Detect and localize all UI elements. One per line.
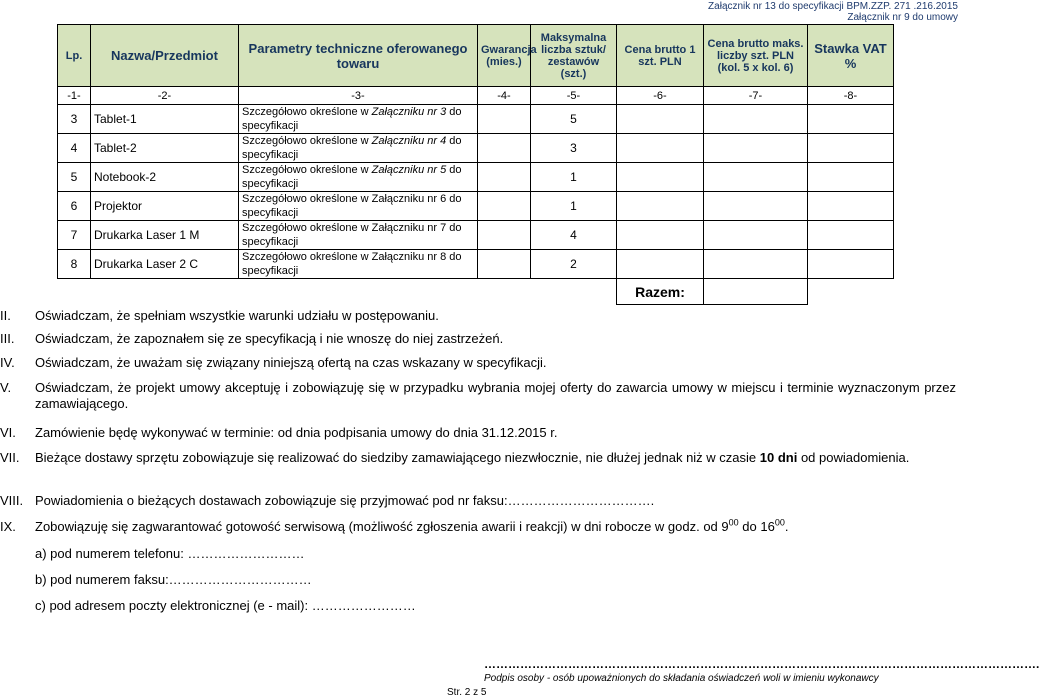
col-num: -3-	[239, 87, 478, 105]
col-num: -7-	[704, 87, 808, 105]
declaration-number: III.	[0, 331, 15, 346]
price-table	[57, 24, 894, 305]
table-row	[58, 105, 894, 134]
row-spec: Szczegółowo określone w Załączniku nr 3 do specyfikacji	[239, 105, 478, 134]
col-num: -8-	[808, 87, 894, 105]
declaration-number: VIII.	[0, 493, 24, 508]
row-warranty	[478, 134, 531, 163]
contact-fax: b) pod numerem faksu:……………………………	[35, 572, 312, 587]
row-vat	[808, 250, 894, 279]
row-qty: 3	[531, 134, 617, 163]
table-row	[58, 221, 894, 250]
row-lp: 4	[58, 134, 91, 163]
declaration-number: IV.	[0, 355, 15, 370]
row-vat	[808, 163, 894, 192]
declaration-number: IX.	[0, 519, 16, 534]
signature-caption: Podpis osoby - osób upoważnionych do składania oświadczeń woli w imieniu wykonawcy	[484, 673, 879, 684]
row-qty: 2	[531, 250, 617, 279]
row-spec: Szczegółowo określone w Załączniku nr 4 do specyfikacji	[239, 134, 478, 163]
row-price	[617, 192, 704, 221]
row-qty: 1	[531, 163, 617, 192]
row-maxprice	[704, 250, 808, 279]
row-spec: Szczegółowo określone w Załączniku nr 7 do specyfikacji	[239, 221, 478, 250]
row-maxprice	[704, 221, 808, 250]
header-params: Parametry techniczne oferowanego towaru	[239, 25, 478, 87]
total-row	[58, 279, 894, 305]
declaration-number: V.	[0, 380, 12, 395]
row-spec: Szczegółowo określone w Załączniku nr 6 do specyfikacji	[239, 192, 478, 221]
column-number-row	[58, 87, 894, 105]
row-vat	[808, 192, 894, 221]
row-maxprice	[704, 134, 808, 163]
row-qty: 4	[531, 221, 617, 250]
declaration-text: Oświadczam, że projekt umowy akceptuję i zobowiązuję się w przypadku wybrania mojej oferty do zawarcia umowy w miejscu i terminie wyznaczonym przez zamawiającego.	[35, 380, 956, 411]
declaration-text: Bieżące dostawy sprzętu zobowiązuje się realizować do siedziby zamawiającego niezwłocznie, nie dłużej jednak niż w czasie 10 dni od powiadomienia.	[35, 450, 910, 465]
row-spec: Szczegółowo określone w Załączniku nr 8 do specyfikacji	[239, 250, 478, 279]
row-warranty	[478, 105, 531, 134]
table-row	[58, 250, 894, 279]
row-name: Drukarka Laser 1 M	[91, 221, 239, 250]
col-num: -6-	[617, 87, 704, 105]
row-lp: 8	[58, 250, 91, 279]
row-vat	[808, 221, 894, 250]
row-maxprice	[704, 163, 808, 192]
declaration-number: VI.	[0, 425, 16, 440]
declaration-text: Zobowiązuję się zagwarantować gotowość serwisową (możliwość zgłoszenia awarii i reakcji) w dni robocze w godz. od $9^{00}$ do $16^{00}$.	[35, 517, 789, 534]
row-price	[617, 250, 704, 279]
document-header	[708, 1, 958, 23]
row-warranty	[478, 192, 531, 221]
row-lp: 7	[58, 221, 91, 250]
row-price	[617, 163, 704, 192]
row-maxprice	[704, 192, 808, 221]
col-num: -4-	[478, 87, 531, 105]
contact-phone: a) pod numerem telefonu: ………………………	[35, 546, 305, 561]
total-value	[704, 279, 808, 305]
row-vat	[808, 134, 894, 163]
signature-line: ………………………………………………………………………………………………………………………….	[484, 657, 1039, 671]
header-contract-line: Załącznik nr 9 do umowy	[847, 12, 958, 23]
row-warranty	[478, 163, 531, 192]
declaration-number: II.	[0, 308, 11, 323]
declaration-text: Oświadczam, że uważam się związany niniejszą ofertą na czas wskazany w specyfikacji.	[35, 355, 547, 370]
row-name: Tablet-1	[91, 105, 239, 134]
header-maxprice: Cena brutto maks. liczby szt. PLN (kol. 5 x kol. 6)	[704, 25, 808, 87]
total-label: Razem:	[617, 279, 704, 305]
header-attachment-line: Załącznik nr 13 do specyfikacji BPM.ZZP. 271 .216.2015	[708, 1, 958, 12]
header-warranty: Gwarancja (mies.)	[478, 25, 531, 87]
row-price	[617, 105, 704, 134]
table-row	[58, 192, 894, 221]
row-qty: 5	[531, 105, 617, 134]
declaration-number: VII.	[0, 450, 20, 465]
row-lp: 3	[58, 105, 91, 134]
row-warranty	[478, 221, 531, 250]
page-number: Str. 2 z 5	[447, 687, 487, 698]
row-lp: 6	[58, 192, 91, 221]
row-vat	[808, 105, 894, 134]
header-qty: Maksymalna liczba sztuk/ zestawów (szt.)	[531, 25, 617, 87]
declaration-text: Zamówienie będę wykonywać w terminie: od dnia podpisania umowy do dnia 31.12.2015 r.	[35, 425, 558, 440]
row-lp: 5	[58, 163, 91, 192]
col-num: -2-	[91, 87, 239, 105]
header-price: Cena brutto 1 szt. PLN	[617, 25, 704, 87]
header-vat: Stawka VAT %	[808, 25, 894, 87]
row-qty: 1	[531, 192, 617, 221]
col-num: -5-	[531, 87, 617, 105]
declaration-text: Oświadczam, że zapoznałem się ze specyfikacją i nie wnoszę do niej zastrzeżeń.	[35, 331, 504, 346]
row-maxprice	[704, 105, 808, 134]
row-name: Tablet-2	[91, 134, 239, 163]
row-price	[617, 134, 704, 163]
table-row	[58, 134, 894, 163]
contact-email: c) pod adresem poczty elektronicznej (e - mail): ……………………	[35, 598, 416, 613]
row-name: Notebook-2	[91, 163, 239, 192]
row-spec: Szczegółowo określone w Załączniku nr 5 do specyfikacji	[239, 163, 478, 192]
row-name: Projektor	[91, 192, 239, 221]
table-header-row	[58, 25, 894, 87]
col-num: -1-	[58, 87, 91, 105]
declaration-text: Powiadomienia o bieżących dostawach zobowiązuje się przyjmować pod nr faksu:…………………………….	[35, 493, 655, 508]
row-warranty	[478, 250, 531, 279]
declaration-text: Oświadczam, że spełniam wszystkie warunki udziału w postępowaniu.	[35, 308, 439, 323]
header-name: Nazwa/Przedmiot	[91, 25, 239, 87]
table-row	[58, 163, 894, 192]
header-lp: Lp.	[58, 25, 91, 87]
row-price	[617, 221, 704, 250]
row-name: Drukarka Laser 2 C	[91, 250, 239, 279]
